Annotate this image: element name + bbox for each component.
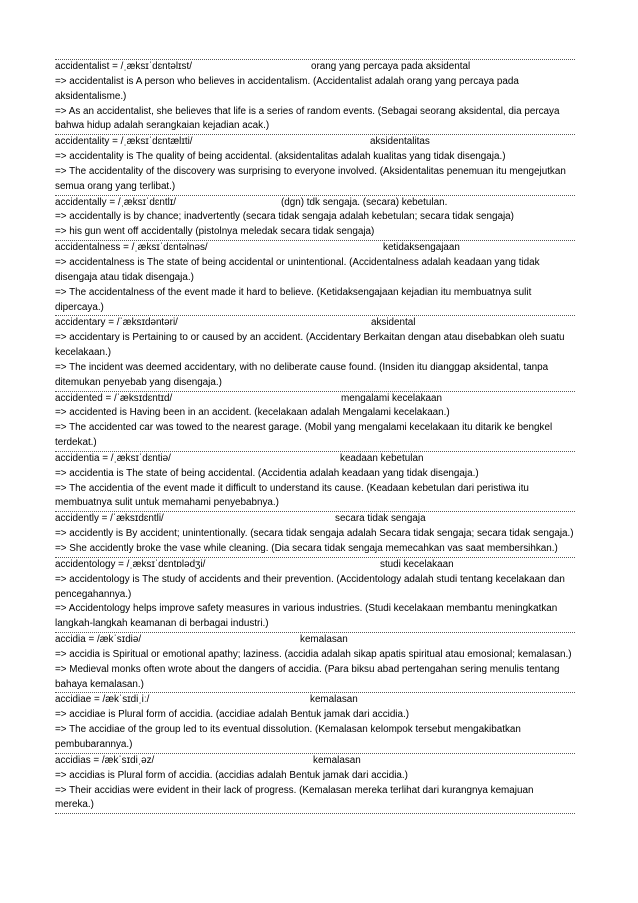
entry-example: => The incident was deemed accidentary, with no deliberate cause found. (Insiden itu dianggap aksidental, tanpa ditemukan penyebab yang disengaja.) [55,361,549,388]
entry-header [55,512,575,527]
entry-example: => The accidentalness of the event made it hard to believe. (Ketidaksengajaan kejadian itu membuatnya sulit dipercaya.) [55,286,532,313]
entry-example: => The accidentia of the event made it difficult to understand its cause. (Keadaan kebetulan dari peristiwa itu membuatnya sulit untuk memahami penyebabnya.) [55,482,529,509]
entry-translation: ketidaksengajaan [383,242,460,254]
dictionary-entry [55,511,575,557]
dictionary-entry [55,134,575,194]
entry-example: => She accidently broke the vase while cleaning. (Dia secara tidak sengaja memecahkan vas saat membersihkan.) [55,543,558,554]
dictionary-entry [55,692,575,752]
dictionary-page [55,59,575,814]
entry-pronunciation: accidentally = /ˌæksɪˈdɛntlɪ/ [55,196,177,208]
entry-pronunciation: accidentology = /ˌæksɪˈdɛntɒlədʒi/ [55,558,206,570]
entry-translation: aksidentalitas [370,136,430,148]
entry-definition: => accidia is Spiritual or emotional apathy; laziness. (accidia adalah sikap apatis spiritual atau emosional; kemalasan.) [55,648,572,660]
entry-definition: => accidentology is The study of accidents and their prevention. (Accidentology adalah studi tentang kecelakaan dan pencegahannya.) [55,573,565,600]
entry-header [55,60,575,75]
entry-pronunciation: accidentalist = /ˌæksɪˈdɛntəlɪst/ [55,61,192,72]
entry-pronunciation: accidias = /ækˈsɪdiˌəz/ [55,754,155,766]
entry-definition: => accidentia is The state of being accidental. (Accidentia adalah keadaan yang tidak disengaja.) [55,467,479,479]
entry-example: => The accidiae of the group led to its eventual dissolution. (Kemalasan kelompok tersebut mengakibatkan pembubarannya.) [55,724,521,750]
entry-example: => Their accidias were evident in their lack of progress. (Kemalasan mereka terlihat dari kurangnya kemajuan mereka.) [55,784,534,811]
dictionary-entry [55,753,575,814]
entry-pronunciation: accidented = /ˈæksɪdɛntɪd/ [55,392,173,404]
entry-definition: => accidentary is Pertaining to or caused by an accident. (Accidentary Berkaitan dengan atau disebabkan oleh suatu kecelakaan.) [55,332,565,359]
entry-header [55,693,575,708]
entry-definition: => accidentalist is A person who believes in accidentalism. (Accidentalist adalah orang yang percaya pada aksidentalisme.) [55,75,519,102]
entry-definition: => accidented is Having been in an accident. (kecelakaan adalah Mengalami kecelakaan.) [55,407,450,419]
entry-header [55,754,575,769]
entry-example: => The accidented car was towed to the nearest garage. (Mobil yang mengalami kecelakaan itu ditarik ke bengkel terdekat.) [55,422,553,449]
entry-pronunciation: accidia = /ækˈsɪdiə/ [55,634,142,646]
entry-header [55,392,575,407]
entry-example: => his gun went off accidentally (pistolnya meledak secara tidak sengaja) [55,226,375,238]
entry-example: => Medieval monks often wrote about the dangers of accidia. (Para biksu abad pertengahan sering menulis tentang bahaya kemalasan.) [55,663,560,690]
entry-definition: => accidias is Plural form of accidia. (accidias adalah Bentuk jamak dari accidia.) [55,769,408,781]
entry-translation: kemalasan [300,634,348,646]
dictionary-entry [55,240,575,315]
entry-pronunciation: accidently = /ˈæksɪdɛntli/ [55,513,164,525]
dictionary-entry [55,391,575,451]
entry-translation: (dgn) tdk sengaja. (secara) kebetulan. [281,196,448,208]
entry-pronunciation: accidentary = /ˈæksɪdəntəri/ [55,317,178,329]
entry-translation: orang yang percaya pada aksidental [311,61,471,72]
entry-header [55,316,575,331]
entry-header [55,633,575,648]
entry-definition: => accidentality is The quality of being accidental. (aksidentalitas adalah kualitas yang tidak disengaja.) [55,151,506,163]
entry-example: => As an accidentalist, she believes that life is a series of random events. (Sebagai seorang aksidental, dia percaya bahwa hidup adalah serangkaian kejadian acak.) [55,105,560,132]
entry-translation: secara tidak sengaja [335,513,426,525]
entry-translation: studi kecelakaan [380,558,454,570]
dictionary-entry [55,195,575,241]
entry-translation: mengalami kecelakaan [341,392,443,404]
entry-header [55,558,575,573]
entry-definition: => accidentalness is The state of being accidental or unintentional. (Accidentalness adalah keadaan yang tidak disengaja atau tidak disengaja.) [55,256,540,283]
entry-example: => Accidentology helps improve safety measures in various industries. (Studi kecelakaan membantu meningkatkan langkah-langkah keamanan di berbagai industri.) [55,603,558,630]
entry-header [55,452,575,467]
entry-translation: kemalasan [310,694,358,706]
dictionary-entry [55,632,575,692]
dictionary-entry [55,59,575,134]
entry-example: => The accidentality of the discovery was surprising to everyone involved. (Aksidentalitas penemuan itu mengejutkan semua orang yang terlibat.) [55,165,566,192]
entry-definition: => accidiae is Plural form of accidia. (accidiae adalah Bentuk jamak dari accidia.) [55,709,410,721]
entry-pronunciation: accidentia = /ˌæksɪˈdɛntiə/ [55,452,171,464]
entry-header [55,196,575,211]
entry-definition: => accidently is By accident; unintentionally. (secara tidak sengaja adalah Secara tidak sengaja; secara tidak sengaja.) [55,528,574,540]
dictionary-entry [55,315,575,390]
entry-pronunciation: accidiae = /ækˈsɪdiˌiː/ [55,694,150,706]
dictionary-entry [55,557,575,632]
entry-pronunciation: accidentalness = /ˌæksɪˈdɛntəlnəs/ [55,242,208,254]
entry-definition: => accidentally is by chance; inadvertently (secara tidak sengaja adalah kebetulan; secara tidak sengaja) [55,211,514,223]
entry-header [55,135,575,150]
entry-translation: kemalasan [313,754,361,766]
dictionary-entry [55,451,575,511]
entry-pronunciation: accidentality = /ˌæksɪˈdɛntælɪti/ [55,136,193,148]
entry-header [55,241,575,256]
entry-translation: keadaan kebetulan [340,452,424,464]
entry-translation: aksidental [371,317,416,329]
